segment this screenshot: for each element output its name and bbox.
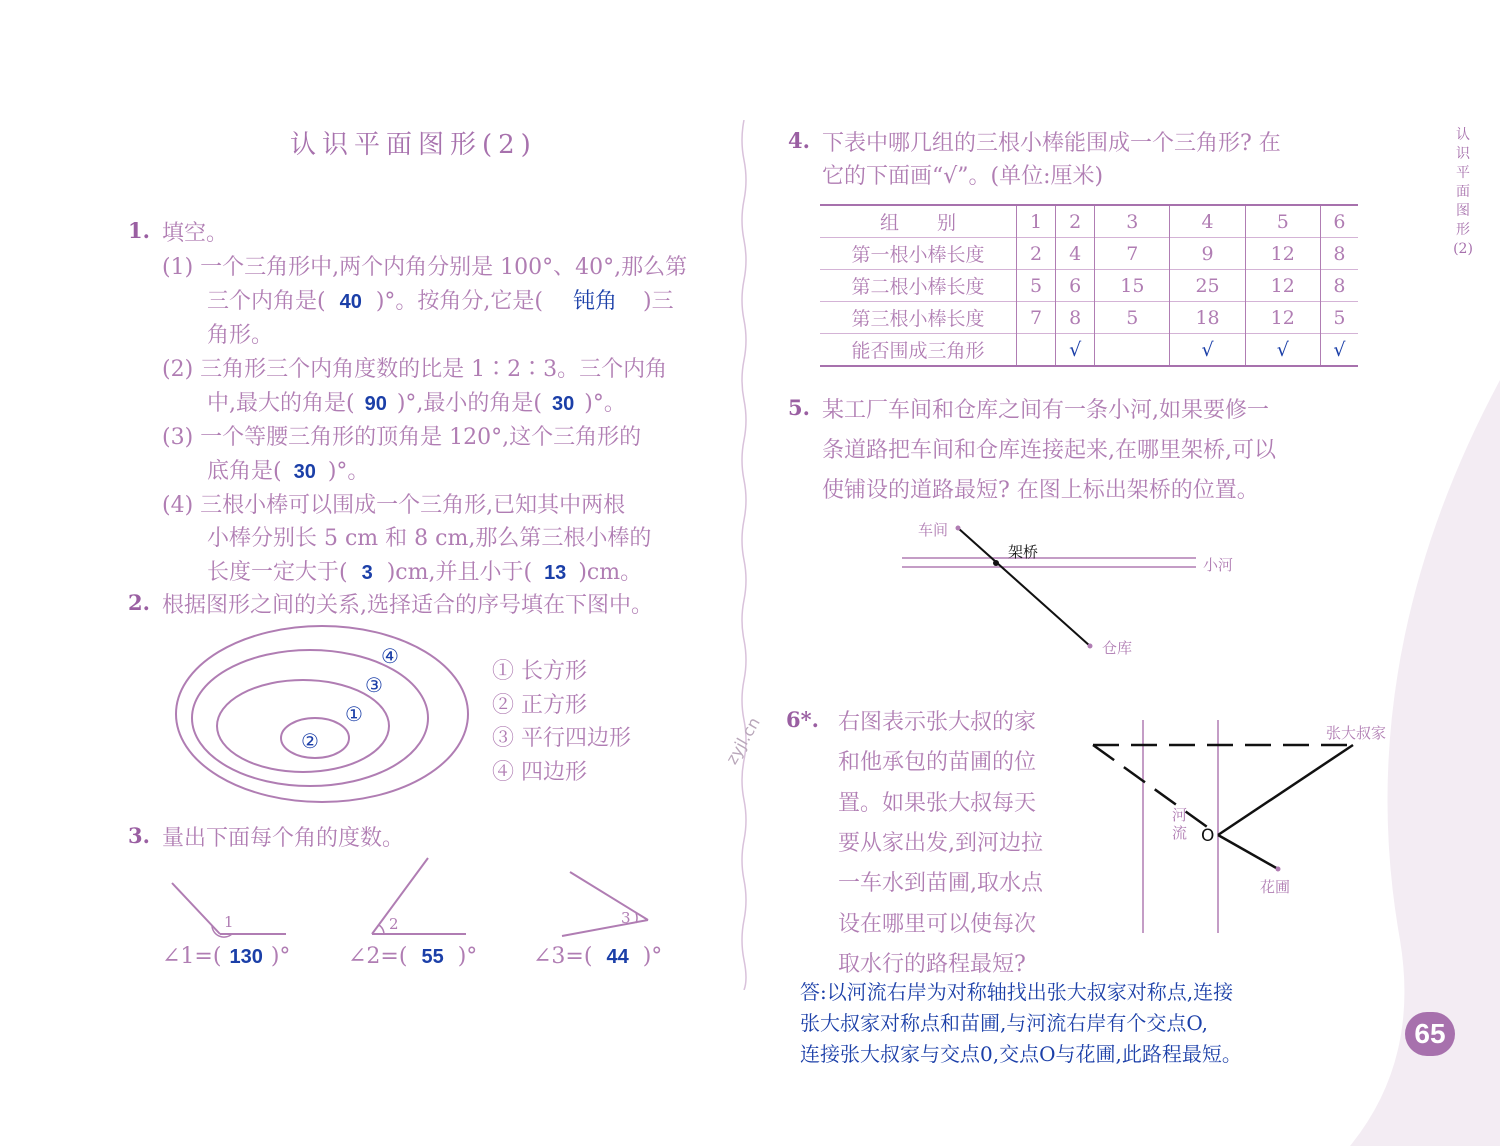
- watermark: zyjl.cn: [722, 714, 764, 768]
- warehouse-point: [1088, 644, 1093, 649]
- angle-3: [562, 872, 648, 936]
- ring-label-1: ①: [345, 702, 363, 726]
- angle-2: [372, 858, 466, 934]
- page-title: 认识平面图形(2): [290, 130, 537, 160]
- label-river-char1: 河: [1172, 806, 1188, 824]
- label-river-char2: 流: [1172, 824, 1188, 842]
- table-cell: 12: [1245, 270, 1320, 302]
- ring-label-2: ②: [301, 729, 319, 753]
- workshop-point: [956, 526, 961, 531]
- q2-number: 2.: [128, 590, 150, 615]
- line-home-to-point: [1218, 745, 1353, 835]
- q1-p4-line2: 小棒分别长 5 cm 和 8 cm,那么第三根小棒的: [207, 526, 652, 551]
- q2-text: 根据图形之间的关系,选择适合的序号填在下图中。: [162, 593, 653, 618]
- label-garden: 花圃: [1260, 878, 1291, 896]
- q3-text: 量出下面每个角的度数。: [162, 826, 405, 851]
- table-cell: 能否围成三角形: [820, 334, 1017, 367]
- option-rectangle: ① 长方形: [492, 659, 587, 684]
- line-point-to-garden: [1218, 835, 1278, 869]
- table-cell: 第一根小棒长度: [820, 238, 1017, 270]
- q5-line2: 条道路把车间和仓库连接起来,在哪里架桥,可以: [822, 438, 1276, 463]
- angle-2-answer: ∠2=( 55 )°: [348, 944, 478, 969]
- label-warehouse: 仓库: [1102, 639, 1133, 657]
- table-cell: 8: [1320, 270, 1358, 302]
- table-cell: 4: [1056, 238, 1095, 270]
- table-cell: 2: [1017, 238, 1056, 270]
- table-cell: 1: [1017, 205, 1056, 238]
- answer-max-length: 13: [544, 562, 567, 584]
- check-cell: √: [1056, 334, 1095, 367]
- ring-label-3: ③: [365, 673, 383, 697]
- option-square: ② 正方形: [492, 693, 587, 718]
- q1-p3-line2: 底角是( 30 )°。: [207, 459, 370, 484]
- q1-p2-line2: 中,最大的角是( 90 )°,最小的角是( 30 )°。: [207, 391, 626, 416]
- table-cell: 第三根小棒长度: [820, 302, 1017, 334]
- q6-answer-line2: 张大叔家对称点和苗圃,与河流右岸有个交点O,: [800, 1011, 1208, 1035]
- label-home: 张大叔家: [1326, 724, 1387, 742]
- q6-answer-line1: 答:以河流右岸为对称轴找出张大叔家对称点,连接: [800, 980, 1234, 1004]
- q6-line1: 右图表示张大叔的家: [838, 710, 1037, 735]
- q6-line4: 要从家出发,到河边拉: [838, 831, 1043, 856]
- table-check-row: [820, 334, 1358, 367]
- table-cell: 5: [1320, 302, 1358, 334]
- table-cell: 3: [1095, 205, 1170, 238]
- q6-line7: 取水行的路程最短?: [838, 952, 1026, 977]
- ellipse-rectangle: [217, 680, 389, 772]
- label-bridge: 架桥: [1008, 543, 1039, 561]
- table-cell: 第二根小棒长度: [820, 270, 1017, 302]
- table-cell: 6: [1056, 270, 1095, 302]
- answer-smallest-angle: 30: [552, 393, 575, 415]
- label-point-o: O: [1201, 826, 1215, 846]
- book-spine-line: [736, 120, 752, 990]
- table-cell: 25: [1170, 270, 1245, 302]
- table-row: [820, 238, 1358, 270]
- table-cell: 5: [1095, 302, 1170, 334]
- q6-line3: 置。如果张大叔每天: [838, 791, 1037, 816]
- q4-line2: 它的下面画“√”。(单位:厘米): [822, 164, 1104, 189]
- table-row: [820, 270, 1358, 302]
- table-cell: 7: [1095, 238, 1170, 270]
- angle-2-mark: 2: [389, 915, 399, 933]
- q5-number: 5.: [788, 395, 810, 420]
- table-cell: 8: [1056, 302, 1095, 334]
- q1-p1-line1: (1) 一个三角形中,两个内角分别是 100°、40°,那么第: [162, 255, 688, 280]
- q1-p2-line1: (2) 三角形三个内角度数的比是 1∶2∶3。三个内角: [162, 357, 668, 382]
- q6-line6: 设在哪里可以使每次: [838, 912, 1037, 937]
- check-cell: √: [1245, 334, 1320, 367]
- q6-line5: 一车水到苗圃,取水点: [838, 871, 1043, 896]
- side-chapter-label: 认识平面图形(2): [1453, 127, 1473, 257]
- table-cell: 5: [1017, 270, 1056, 302]
- table-cell: 9: [1170, 238, 1245, 270]
- table-cell: 8: [1320, 238, 1358, 270]
- q1-heading: 填空。: [162, 221, 229, 246]
- answer-third-angle: 40: [339, 291, 362, 313]
- nested-ellipses-diagram: [170, 620, 480, 820]
- table-cell: 4: [1170, 205, 1245, 238]
- dashed-line-reflection-to-point: [1093, 745, 1210, 829]
- check-cell: [1017, 334, 1056, 367]
- q1-p1-line3: 角形。: [207, 323, 274, 348]
- q6-line2: 和他承包的苗圃的位: [838, 750, 1037, 775]
- q6-number: 6*.: [786, 707, 819, 732]
- river-reflection-diagram: [1085, 715, 1375, 940]
- table-cell: 15: [1095, 270, 1170, 302]
- table-cell: 12: [1245, 302, 1320, 334]
- answer-angle-type: 钝角: [573, 289, 618, 314]
- check-cell: √: [1320, 334, 1358, 367]
- q1-p4-line1: (4) 三根小棒可以围成一个三角形,已知其中两根: [162, 493, 626, 518]
- table-header-row: [820, 205, 1358, 238]
- q1-p3-line1: (3) 一个等腰三角形的顶角是 120°,这个三角形的: [162, 425, 642, 450]
- bridge-point: [993, 560, 999, 566]
- table-cell: 7: [1017, 302, 1056, 334]
- check-cell: [1095, 334, 1170, 367]
- option-quadrilateral: ④ 四边形: [492, 760, 587, 785]
- option-parallelogram: ③ 平行四边形: [492, 726, 631, 751]
- table-cell: 5: [1245, 205, 1320, 238]
- q1-p1-line2: 三个内角是( 40 )°。按角分,它是( 钝角 )三: [207, 289, 674, 314]
- sticks-table: [820, 204, 1358, 367]
- page-number: 65: [1405, 1012, 1455, 1056]
- q3-number: 3.: [128, 823, 150, 848]
- q6-answer-line3: 连接张大叔家与交点0,交点O与花圃,此路程最短。: [800, 1042, 1242, 1066]
- answer-base-angle: 30: [293, 461, 316, 483]
- table-cell: 组 别: [820, 205, 1017, 238]
- q4-line1: 下表中哪几组的三根小棒能围成一个三角形? 在: [822, 131, 1281, 156]
- table-cell: 6: [1320, 205, 1358, 238]
- table-cell: 18: [1170, 302, 1245, 334]
- table-row: [820, 302, 1358, 334]
- answer-min-length: 3: [361, 562, 373, 584]
- q1-p4-line3: 长度一定大于( 3 )cm,并且小于( 13 )cm。: [207, 560, 643, 585]
- label-river: 小河: [1203, 556, 1234, 574]
- ring-label-4: ④: [381, 644, 399, 668]
- angle-3-answer: ∠3=( 44 )°: [533, 944, 663, 969]
- q5-line3: 使铺设的道路最短? 在图上标出架桥的位置。: [822, 478, 1259, 503]
- q1-number: 1.: [128, 218, 150, 243]
- q5-line1: 某工厂车间和仓库之间有一条小河,如果要修一: [822, 398, 1269, 423]
- label-workshop: 车间: [918, 521, 949, 539]
- answer-largest-angle: 90: [364, 393, 387, 415]
- q4-number: 4.: [788, 128, 810, 153]
- table-cell: 2: [1056, 205, 1095, 238]
- garden-point: [1276, 867, 1281, 872]
- table-cell: 12: [1245, 238, 1320, 270]
- angle-1-mark: 1: [224, 913, 234, 931]
- angle-3-mark: 3: [621, 909, 631, 927]
- check-cell: √: [1170, 334, 1245, 367]
- angle-1-answer: ∠1=( 130 )°: [162, 944, 291, 969]
